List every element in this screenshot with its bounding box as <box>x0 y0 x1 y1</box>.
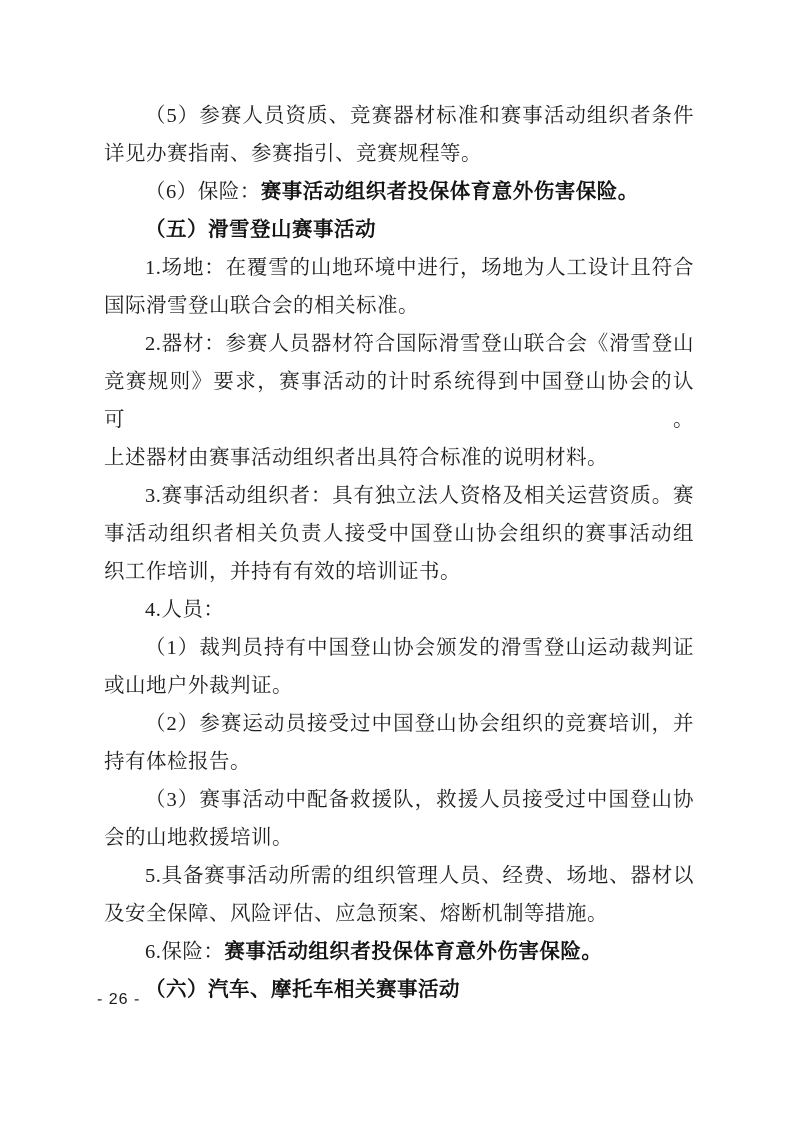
text-line <box>104 933 694 971</box>
text-run: 或山地户外裁判证。 <box>104 675 293 697</box>
text-run: （5）参赛人员资质、竞赛器材标准和赛事活动组织者条件 <box>145 105 694 127</box>
text-run: 1.场地：在覆雪的山地环境中进行，场地为人工设计且符合 <box>145 257 694 279</box>
text-run: 持有体检报告。 <box>104 751 251 773</box>
text-line <box>104 477 694 515</box>
section-heading <box>104 211 694 249</box>
text-line <box>104 591 694 629</box>
text-line <box>104 819 694 857</box>
bold-text-run: （五）滑雪登山赛事活动 <box>145 219 376 241</box>
text-run: 及安全保障、风险评估、应急预案、熔断机制等措施。 <box>104 903 608 925</box>
text-line <box>104 705 694 743</box>
text-line <box>104 667 694 705</box>
text-run: （1）裁判员持有中国登山协会颁发的滑雪登山运动裁判证 <box>145 637 694 659</box>
text-line <box>104 515 694 553</box>
text-run: 上述器材由赛事活动组织者出具符合标准的说明材料。 <box>104 447 608 469</box>
text-run: 3.赛事活动组织者：具有独立法人资格及相关运营资质。赛 <box>145 485 694 507</box>
text-line <box>104 781 694 819</box>
text-run: 详见办赛指南、参赛指引、竞赛规程等。 <box>104 143 482 165</box>
text-line <box>104 97 694 135</box>
text-line <box>104 439 694 477</box>
text-line <box>104 249 694 287</box>
text-run: 竞赛规则》要求，赛事活动的计时系统得到中国登山协会的认可。 <box>104 371 694 431</box>
text-line <box>104 553 694 591</box>
text-run: （2）参赛运动员接受过中国登山协会组织的竞赛培训，并 <box>145 713 694 735</box>
text-run: （3）赛事活动中配备救援队，救援人员接受过中国登山协 <box>145 789 694 811</box>
text-run: 5.具备赛事活动所需的组织管理人员、经费、场地、器材以 <box>145 865 694 887</box>
text-run: 织工作培训，并持有有效的培训证书。 <box>104 561 461 583</box>
section-heading <box>104 971 694 1009</box>
text-run: 会的山地救援培训。 <box>104 827 293 849</box>
document-body <box>104 97 694 1009</box>
text-line <box>104 629 694 667</box>
bold-text-run: 赛事活动组织者投保体育意外伤害保险。 <box>224 941 603 963</box>
text-line <box>104 743 694 781</box>
bold-text-run: 赛事活动组织者投保体育意外伤害保险。 <box>260 181 639 203</box>
text-line <box>104 895 694 933</box>
text-run: 6.保险： <box>145 941 225 963</box>
text-line <box>104 325 694 363</box>
text-run: 国际滑雪登山联合会的相关标准。 <box>104 295 419 317</box>
text-run: 事活动组织者相关负责人接受中国登山协会组织的赛事活动组 <box>104 523 694 545</box>
text-line <box>104 173 694 211</box>
text-run: 4.人员： <box>145 599 225 621</box>
text-line <box>104 363 694 439</box>
text-run: （6）保险： <box>145 181 261 203</box>
text-run: 2.器材：参赛人员器材符合国际滑雪登山联合会《滑雪登山 <box>145 333 694 355</box>
bold-text-run: （六）汽车、摩托车相关赛事活动 <box>145 979 460 1001</box>
text-line <box>104 287 694 325</box>
text-line <box>104 135 694 173</box>
page-number: - 26 - <box>97 991 141 1008</box>
text-line <box>104 857 694 895</box>
